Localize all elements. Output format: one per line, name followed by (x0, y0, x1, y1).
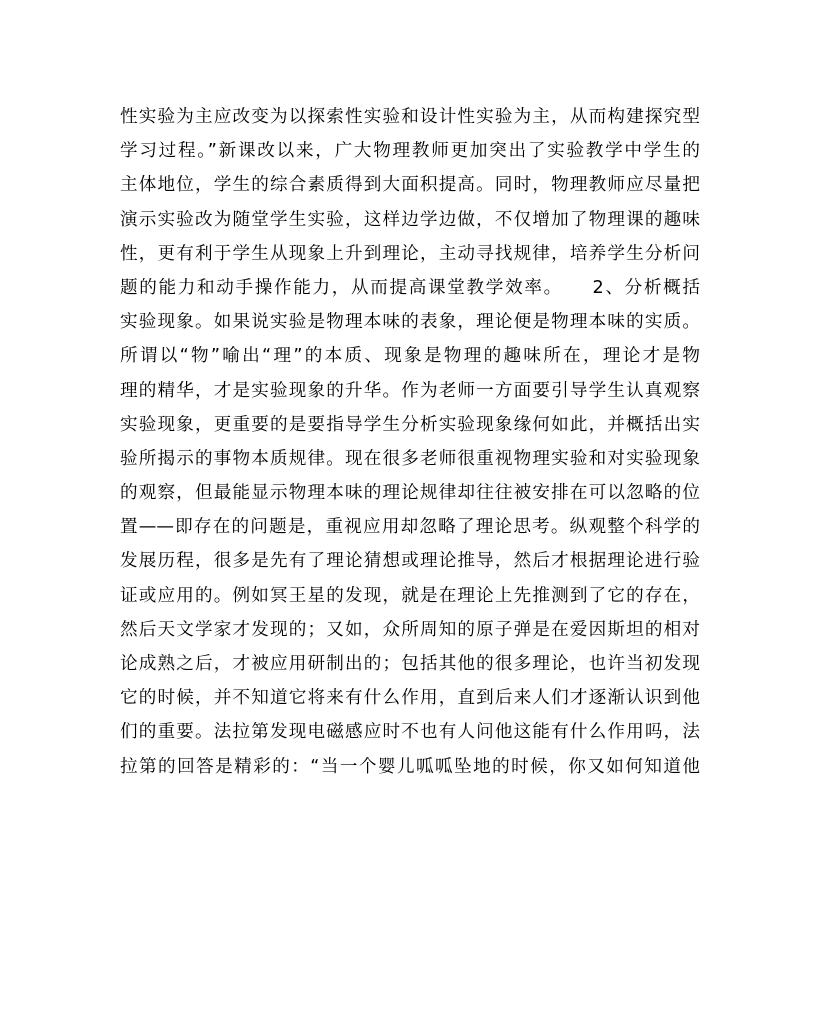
text-line-12: 的观察，但最能显示物理本味的理论规律却往往被安排在可以忽略的位 (120, 483, 700, 504)
text-line-7: 实验现象。如果说实验是物理本味的表象，理论便是物理本味的实质。 (120, 312, 700, 333)
text-line-4: 演示实验改为随堂学生实验，这样边学边做，不仅增加了物理课的趣味 (120, 209, 700, 230)
text-line-9: 理的精华，才是实验现象的升华。作为老师一方面要引导学生认真观察 (120, 380, 700, 401)
text-line-2: 学习过程。”新课改以来，广大物理教师更加突出了实验教学中学生的 (120, 141, 700, 162)
text-line-19: 们的重要。法拉第发现电磁感应时不也有人问他这能有什么作用吗，法 (120, 722, 700, 743)
text-line-8: 所谓以“物”喻出“理”的本质、现象是物理的趣味所在，理论才是物 (120, 346, 700, 367)
text-line-1: 性实验为主应改变为以探索性实验和设计性实验为主，从而构建探究型 (120, 107, 700, 127)
text-line-3: 主体地位，学生的综合素质得到大面积提高。同时，物理教师应尽量把 (120, 175, 700, 196)
text-line-18: 它的时候，并不知道它将来有什么作用，直到后来人们才逐渐认识到他 (120, 688, 700, 709)
text-line-10: 实验现象，更重要的是要指导学生分析实验现象缘何如此，并概括出实 (120, 414, 700, 435)
text-line-14: 发展历程，很多是先有了理论猜想或理论推导，然后才根据理论进行验 (120, 551, 700, 572)
text-line-11: 验所揭示的事物本质规律。现在很多老师很重视物理实验和对实验现象 (120, 448, 700, 469)
text-line-15: 证或应用的。例如冥王星的发现，就是在理论上先推测到了它的存在， (120, 585, 700, 606)
text-line-6: 题的能力和动手操作能力，从而提高课堂教学效率。 2、分析概括 (120, 277, 700, 298)
text-line-20: 拉第的回答是精彩的：“当一个婴儿呱呱坠地的时候，你又如何知道他 (120, 756, 700, 777)
text-line-5: 性，更有利于学生从现象上升到理论，主动寻找规律，培养学生分析问 (120, 243, 700, 264)
body-text (120, 100, 700, 784)
text-line-13: 置——即存在的问题是，重视应用却忽略了理论思考。纵观整个科学的 (120, 517, 700, 538)
text-line-16: 然后天文学家才发现的；又如，众所周知的原子弹是在爱因斯坦的相对 (120, 619, 700, 640)
text-line-17: 论成熟之后，才被应用研制出的；包括其他的很多理论，也许当初发现 (120, 654, 700, 674)
